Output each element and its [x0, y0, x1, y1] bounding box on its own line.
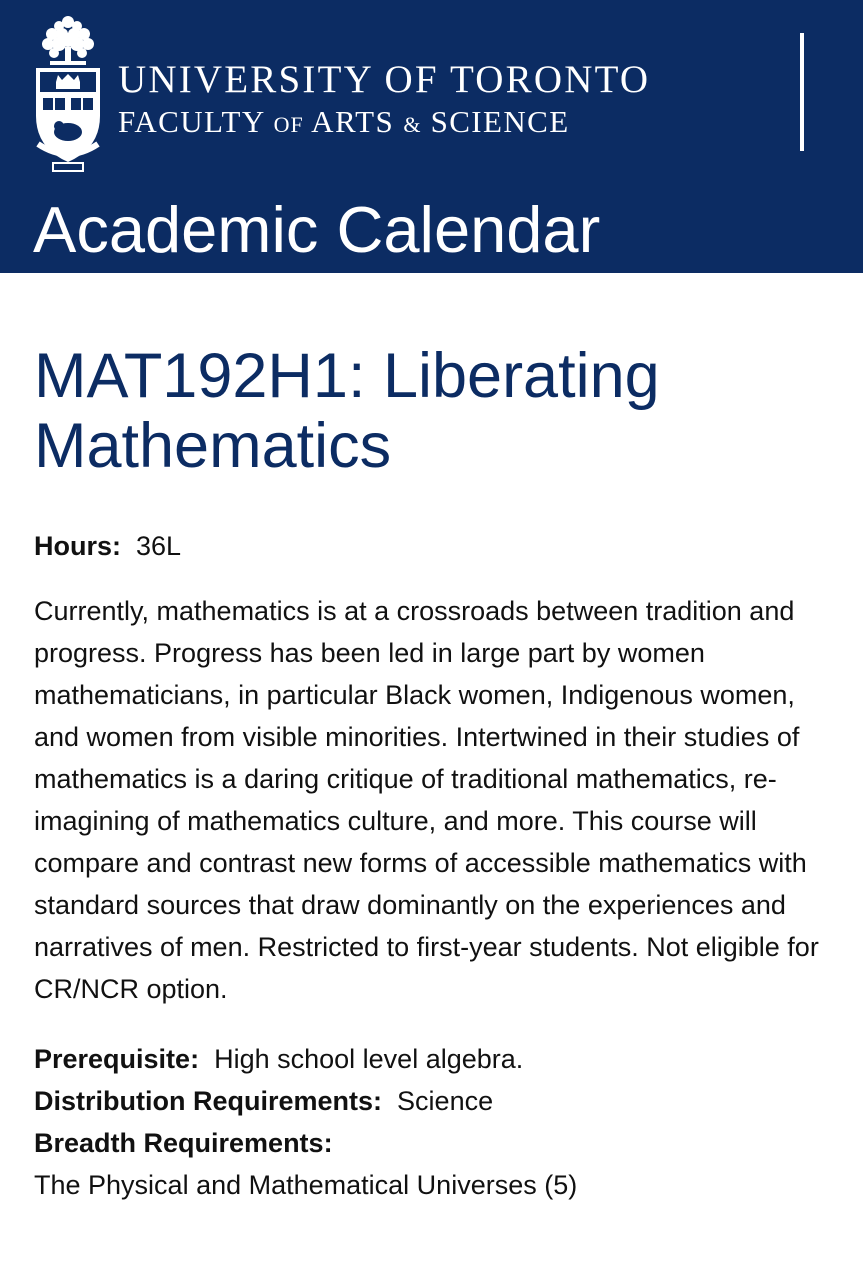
breadth-row	[34, 1122, 829, 1164]
site-header	[0, 0, 863, 273]
distribution-value: Science	[397, 1086, 494, 1116]
university-name[interactable]: UNIVERSITY OF TORONTO	[118, 58, 651, 101]
breadth-value: The Physical and Mathematical Universes (5)	[34, 1170, 578, 1200]
faculty-name-part: FACULTY	[118, 104, 274, 139]
faculty-name[interactable]	[118, 104, 570, 143]
course-title: MAT192H1: Liberating Mathematics	[34, 341, 660, 481]
section-title[interactable]: Academic Calendar	[33, 193, 601, 266]
header-divider	[800, 33, 804, 151]
faculty-name-ampersand: &	[403, 112, 422, 137]
course-hours	[34, 525, 829, 567]
prerequisite-label: Prerequisite:	[34, 1044, 200, 1074]
distribution-label: Distribution Requirements:	[34, 1086, 383, 1116]
breadth-label: Breadth Requirements:	[34, 1128, 333, 1158]
prerequisite-value: High school level algebra.	[214, 1044, 524, 1074]
hours-value: 36L	[136, 531, 182, 561]
prerequisite-row	[34, 1038, 829, 1080]
university-crest-icon[interactable]	[32, 12, 104, 174]
course-requirements	[34, 1038, 829, 1206]
hours-label: Hours:	[34, 531, 121, 561]
distribution-row	[34, 1080, 829, 1122]
faculty-name-part: ARTS	[303, 104, 404, 139]
course-description: Currently, mathematics is at a crossroads between tradition and progress. Progress has been led in large part by women mathematicians, in particular Black women, Indigenous women, and women from visible minorities. Intertwined in their studies of mathematics is a daring critique of traditional mathematics, re-imagining of mathematics culture, and more. This course will compare and contrast new forms of accessible mathematics with standard sources that draw dominantly on the experiences and narratives of men. Restricted to first-year students. Not eligible for CR/NCR option.	[34, 596, 819, 1004]
course-content	[0, 273, 863, 1206]
faculty-name-of: OF	[273, 112, 304, 137]
faculty-name-part: SCIENCE	[421, 104, 570, 139]
